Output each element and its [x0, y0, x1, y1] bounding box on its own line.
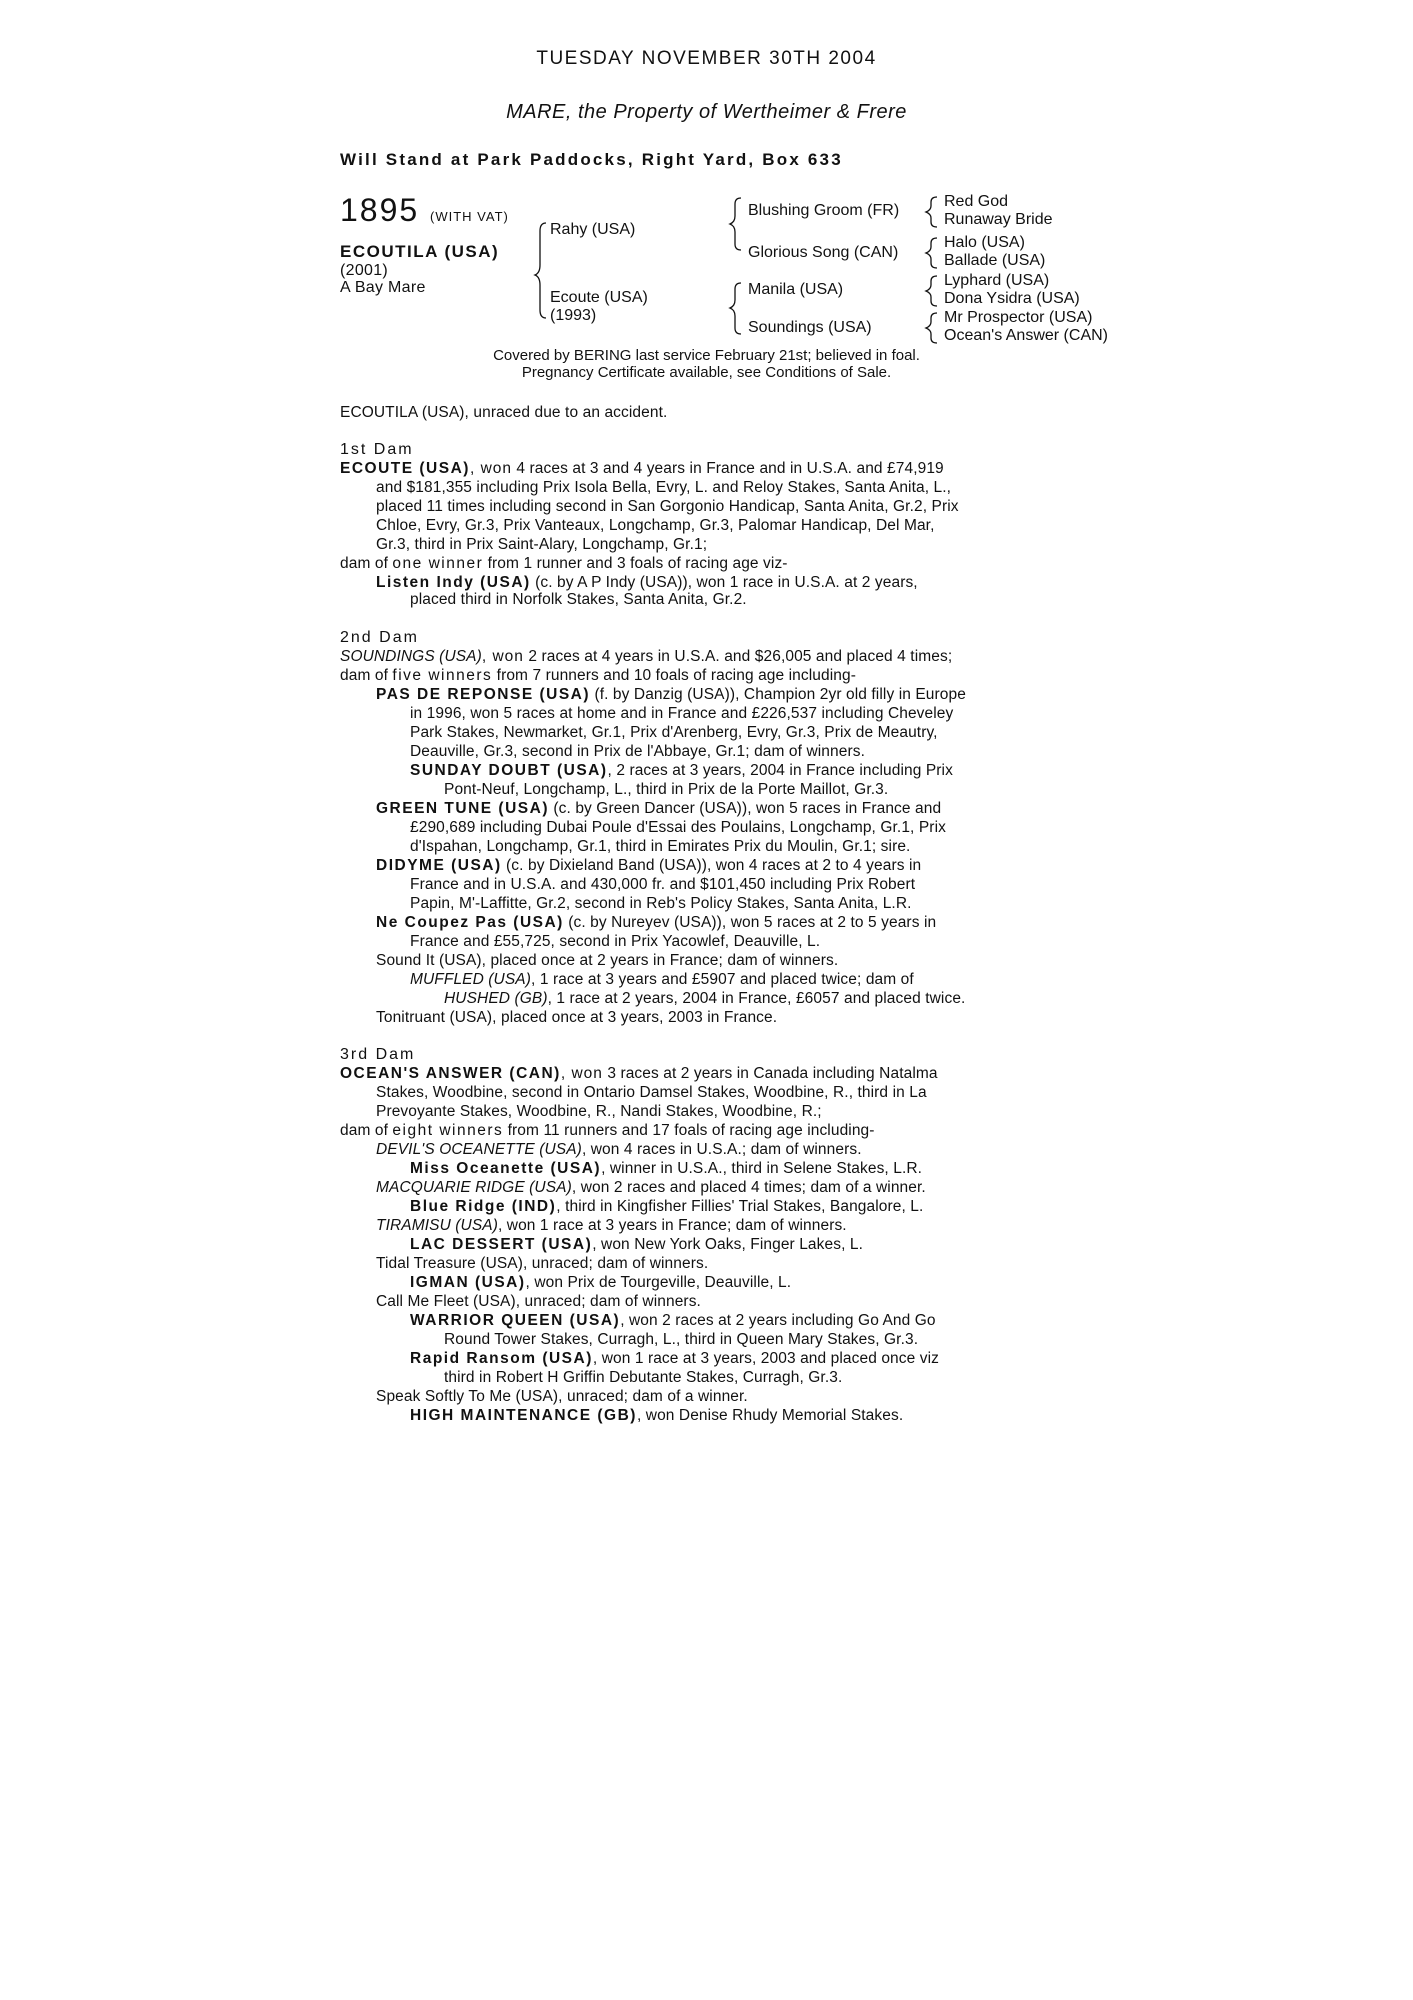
- first-dam-line: Chloe, Evry, Gr.3, Prix Vanteaux, Longchamp, Gr.3, Palomar Handicap, Del Mar,: [376, 517, 935, 534]
- second-dam-line: in 1996, won 5 races at home and in France and £226,537 including Cheveley: [410, 705, 954, 722]
- vendor-line: MARE, the Property of Wertheimer & Frere: [506, 101, 907, 123]
- second-dam-line: SUNDAY DOUBT (USA), 2 races at 3 years, 2004 in France including Prix: [410, 762, 953, 779]
- third-dam-line: OCEAN'S ANSWER (CAN), won 3 races at 2 years in Canada including Natalma: [340, 1065, 938, 1082]
- pedigree-sire-sire: Blushing Groom (FR): [748, 202, 900, 219]
- second-dam-line: GREEN TUNE (USA) (c. by Green Dancer (USA)), won 5 races in France and: [376, 800, 942, 817]
- stabling-location: Will Stand at Park Paddocks, Right Yard, Box 633: [340, 150, 843, 169]
- third-dam-line: Call Me Fleet (USA), unraced; dam of winners.: [376, 1293, 701, 1310]
- intro-line: ECOUTILA (USA), unraced due to an accident.: [340, 404, 668, 421]
- pedigree-gen3-3: Halo (USA): [944, 234, 1025, 251]
- pedigree-sire-dam: Glorious Song (CAN): [748, 244, 899, 261]
- first-dam-heading: 1st Dam: [340, 441, 414, 458]
- third-dam-heading: 3rd Dam: [340, 1046, 416, 1063]
- covering-note: Covered by BERING last service February 21st; believed in foal.: [493, 347, 920, 364]
- third-dam-line: Round Tower Stakes, Curragh, L., third in Queen Mary Stakes, Gr.3.: [444, 1331, 919, 1348]
- third-dam-line: Tidal Treasure (USA), unraced; dam of winners.: [376, 1255, 709, 1272]
- second-dam-line: Papin, M'-Laffitte, Gr.2, second in Reb's Policy Stakes, Santa Anita, L.R.: [410, 895, 912, 912]
- third-dam-line: Prevoyante Stakes, Woodbine, R., Nandi Stakes, Woodbine, R.;: [376, 1103, 822, 1120]
- pedigree-sire: Rahy (USA): [550, 221, 636, 238]
- first-dam-line: Gr.3, third in Prix Saint-Alary, Longchamp, Gr.1;: [376, 536, 708, 553]
- third-dam-line: dam of eight winners from 11 runners and 17 foals of racing age including-: [340, 1122, 875, 1139]
- second-dam-line: d'Ispahan, Longchamp, Gr.1, third in Emirates Prix du Moulin, Gr.1; sire.: [410, 838, 911, 855]
- third-dam-line: third in Robert H Griffin Debutante Stakes, Curragh, Gr.3.: [444, 1369, 843, 1386]
- foaling-year: (2001): [340, 262, 389, 279]
- first-dam-line: placed third in Norfolk Stakes, Santa Anita, Gr.2.: [410, 591, 747, 608]
- horse-description: A Bay Mare: [340, 279, 426, 296]
- second-dam-line: Ne Coupez Pas (USA) (c. by Nureyev (USA)), won 5 races at 2 to 5 years in: [376, 914, 937, 931]
- first-dam-line: placed 11 times including second in San Gorgonio Handicap, Santa Anita, Gr.2, Prix: [376, 498, 959, 515]
- second-dam-line: HUSHED (GB), 1 race at 2 years, 2004 in France, £6057 and placed twice.: [444, 990, 966, 1007]
- lot-number: 1895: [340, 192, 420, 228]
- pedigree-dam-sire: Manila (USA): [748, 281, 844, 298]
- pedigree-gen3-5: Lyphard (USA): [944, 272, 1050, 289]
- second-dam-line: DIDYME (USA) (c. by Dixieland Band (USA)), won 4 races at 2 to 4 years in: [376, 857, 922, 874]
- third-dam-line: IGMAN (USA), won Prix de Tourgeville, Deauville, L.: [410, 1274, 792, 1291]
- pedigree-dam-dam: Soundings (USA): [748, 319, 872, 336]
- first-dam-line: ECOUTE (USA), won 4 races at 3 and 4 years in France and in U.S.A. and £74,919: [340, 460, 944, 477]
- third-dam-line: Blue Ridge (IND), third in Kingfisher Fillies' Trial Stakes, Bangalore, L.: [410, 1198, 924, 1215]
- pedigree-gen3-2: Runaway Bride: [944, 211, 1053, 228]
- third-dam-line: DEVIL'S OCEANETTE (USA), won 4 races in U.S.A.; dam of winners.: [376, 1141, 862, 1158]
- third-dam-line: WARRIOR QUEEN (USA), won 2 races at 2 years including Go And Go: [410, 1312, 936, 1329]
- sale-date: TUESDAY NOVEMBER 30TH 2004: [536, 48, 877, 69]
- pregnancy-note: Pregnancy Certificate available, see Conditions of Sale.: [521, 364, 892, 381]
- second-dam-line: MUFFLED (USA), 1 race at 3 years and £5907 and placed twice; dam of: [410, 971, 914, 988]
- second-dam-line: PAS DE REPONSE (USA) (f. by Danzig (USA)), Champion 2yr old filly in Europe: [376, 686, 966, 703]
- first-dam-line: dam of one winner from 1 runner and 3 foals of racing age viz-: [340, 555, 788, 572]
- third-dam-line: Stakes, Woodbine, second in Ontario Damsel Stakes, Woodbine, R., third in La: [376, 1084, 927, 1101]
- second-dam-line: Sound It (USA), placed once at 2 years in France; dam of winners.: [376, 952, 839, 969]
- third-dam-line: Rapid Ransom (USA), won 1 race at 3 years, 2003 and placed once viz: [410, 1350, 939, 1367]
- pedigree-dam: Ecoute (USA): [550, 289, 648, 306]
- third-dam-line: MACQUARIE RIDGE (USA), won 2 races and placed 4 times; dam of a winner.: [376, 1179, 926, 1196]
- vat-note: (WITH VAT): [430, 209, 509, 224]
- third-dam-line: LAC DESSERT (USA), won New York Oaks, Finger Lakes, L.: [410, 1236, 864, 1253]
- horse-name: ECOUTILA (USA): [340, 242, 500, 261]
- first-dam-line: Listen Indy (USA) (c. by A P Indy (USA)), won 1 race in U.S.A. at 2 years,: [376, 574, 918, 591]
- second-dam-line: France and £55,725, second in Prix Yacowlef, Deauville, L.: [410, 933, 821, 950]
- pedigree-gen3-1: Red God: [944, 193, 1009, 210]
- third-dam-line: HIGH MAINTENANCE (GB), won Denise Rhudy Memorial Stakes.: [410, 1407, 904, 1424]
- pedigree-gen3-8: Ocean's Answer (CAN): [944, 327, 1108, 344]
- pedigree-gen3-7: Mr Prospector (USA): [944, 309, 1093, 326]
- pedigree-dam-year: (1993): [550, 307, 597, 324]
- second-dam-line: Pont-Neuf, Longchamp, L., third in Prix de la Porte Maillot, Gr.3.: [444, 781, 889, 798]
- second-dam-line: Park Stakes, Newmarket, Gr.1, Prix d'Arenberg, Evry, Gr.3, Prix de Meautry,: [410, 724, 938, 741]
- second-dam-line: £290,689 including Dubai Poule d'Essai des Poulains, Longchamp, Gr.1, Prix: [410, 819, 946, 836]
- second-dam-line: Deauville, Gr.3, second in Prix de l'Abbaye, Gr.1; dam of winners.: [410, 743, 865, 760]
- pedigree-gen3-6: Dona Ysidra (USA): [944, 290, 1080, 307]
- third-dam-line: TIRAMISU (USA), won 1 race at 3 years in France; dam of winners.: [376, 1217, 847, 1234]
- second-dam-line: France and in U.S.A. and 430,000 fr. and $101,450 including Prix Robert: [410, 876, 916, 893]
- pedigree-brackets: [0, 0, 1413, 360]
- pedigree-gen3-4: Ballade (USA): [944, 252, 1046, 269]
- first-dam-line: and $181,355 including Prix Isola Bella, Evry, L. and Reloy Stakes, Santa Anita, L.,: [376, 479, 952, 496]
- third-dam-line: Miss Oceanette (USA), winner in U.S.A., third in Selene Stakes, L.R.: [410, 1160, 923, 1177]
- second-dam-line: dam of five winners from 7 runners and 10 foals of racing age including-: [340, 667, 856, 684]
- second-dam-heading: 2nd Dam: [340, 629, 419, 646]
- third-dam-line: Speak Softly To Me (USA), unraced; dam of a winner.: [376, 1388, 748, 1405]
- second-dam-line: SOUNDINGS (USA), won 2 races at 4 years in U.S.A. and $26,005 and placed 4 times;: [340, 648, 953, 665]
- second-dam-line: Tonitruant (USA), placed once at 3 years, 2003 in France.: [376, 1009, 778, 1026]
